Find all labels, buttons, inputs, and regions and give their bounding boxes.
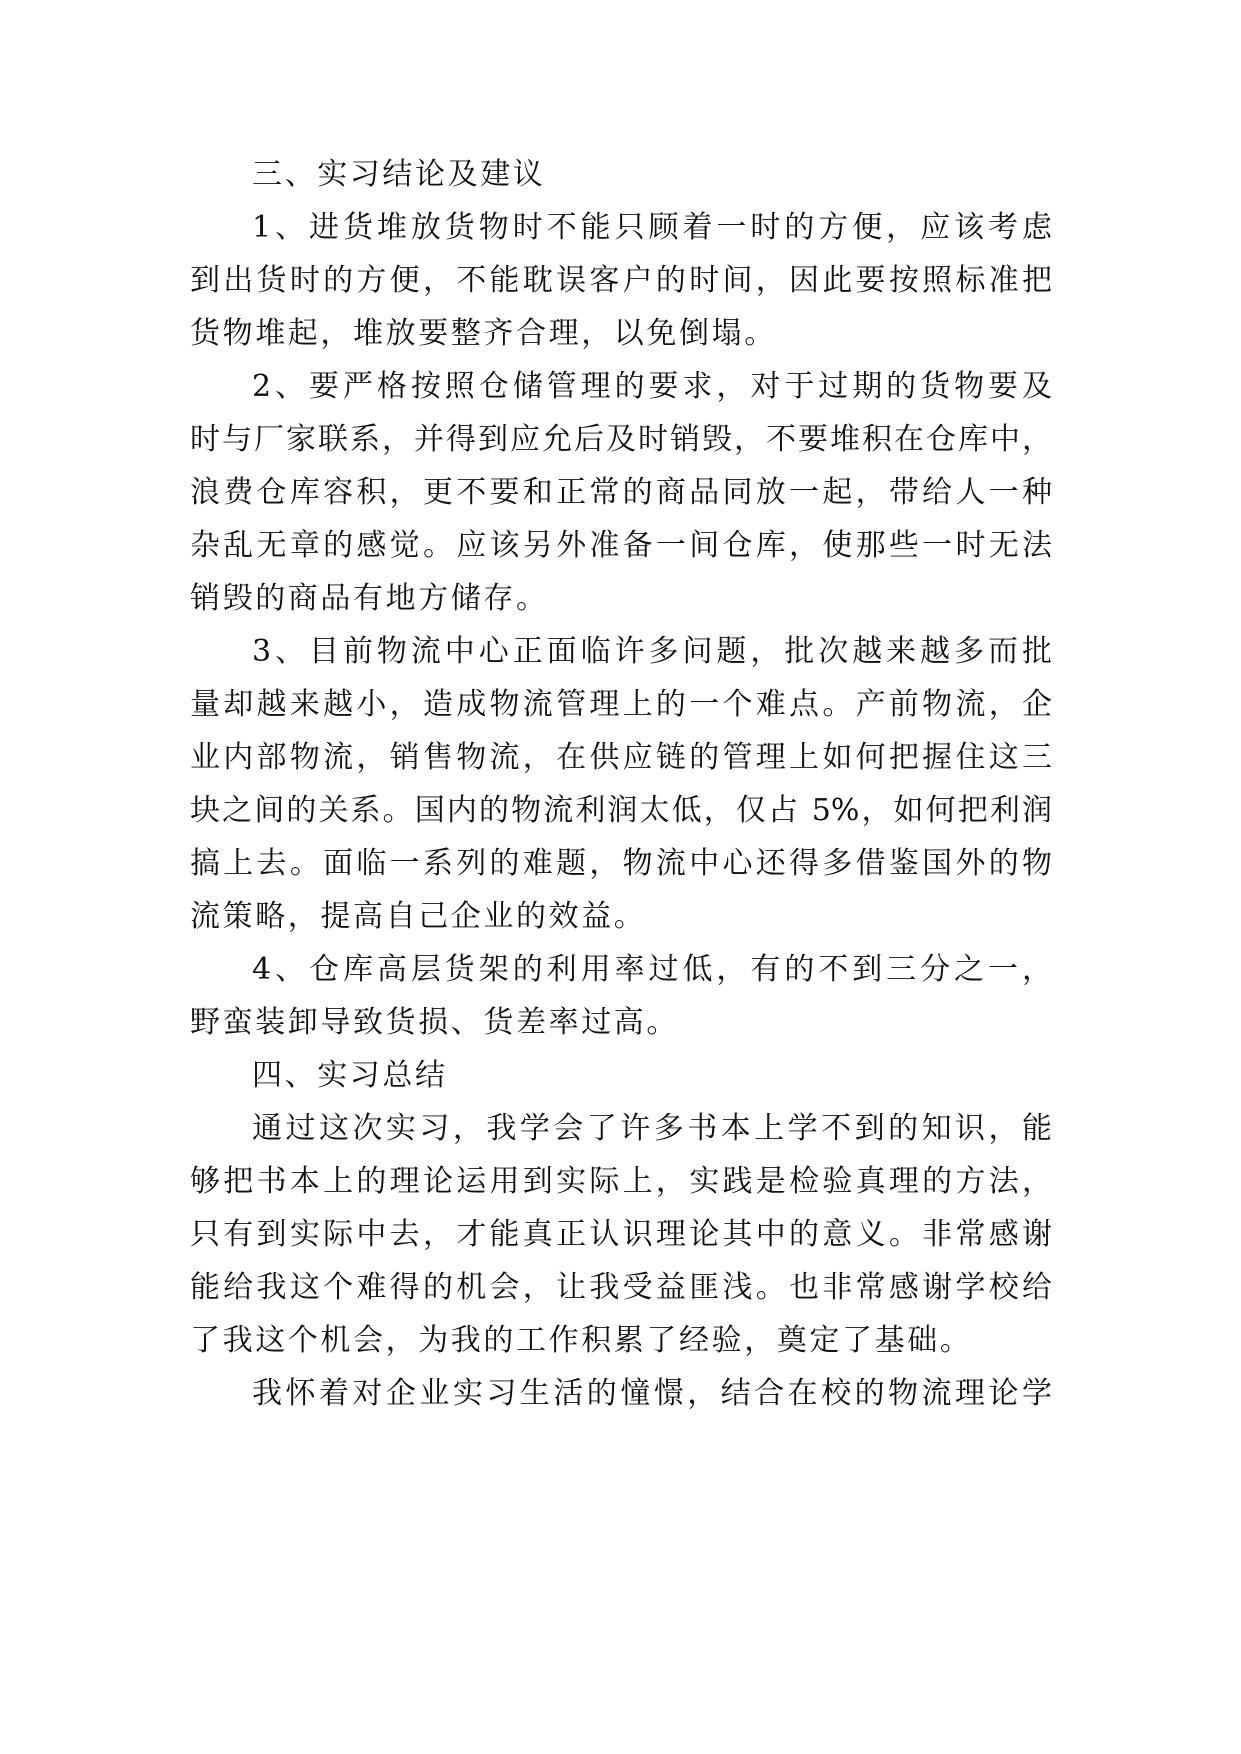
paragraph-line: 到出货时的方便，不能耽误客户的时间，因此要按照标准把 [190, 263, 1052, 298]
paragraph-line: 业内部物流，销售物流，在供应链的管理上如何把握住这三 [190, 740, 1052, 775]
paragraph-line: 量却越来越小，造成物流管理上的一个难点。产前物流，企 [190, 687, 1052, 722]
paragraph-line: 够把书本上的理论运用到实际上，实践是检验真理的方法， [190, 1164, 1052, 1199]
paragraph-line: 流策略，提高自己企业的效益。 [190, 899, 647, 934]
paragraph-line: 通过这次实习，我学会了许多书本上学不到的知识，能 [252, 1111, 1052, 1146]
paragraph-line: 4、仓库高层货架的利用率过低，有的不到三分之一， [252, 952, 1052, 987]
paragraph-line: 块之间的关系。国内的物流利润太低，仅占 5%，如何把利润 [190, 793, 1052, 828]
paragraph-line: 野蛮装卸导致货损、货差率过高。 [190, 1005, 679, 1040]
paragraph-line: 货物堆起，堆放要整齐合理，以免倒塌。 [190, 316, 777, 351]
paragraph-line: 搞上去。面临一系列的难题，物流中心还得多借鉴国外的物 [190, 846, 1052, 881]
paragraph-line: 了我这个机会，为我的工作积累了经验，奠定了基础。 [190, 1323, 973, 1358]
paragraph-line: 2、要严格按照仓储管理的要求，对于过期的货物要及 [252, 369, 1052, 404]
paragraph-line: 销毁的商品有地方储存。 [190, 581, 549, 616]
paragraph-line: 浪费仓库容积，更不要和正常的商品同放一起，带给人一种 [190, 475, 1052, 510]
paragraph-line: 我怀着对企业实习生活的憧憬，结合在校的物流理论学 [252, 1376, 1052, 1411]
section-heading-conclusions: 三、实习结论及建议 [252, 157, 546, 192]
paragraph-line: 3、目前物流中心正面临许多问题，批次越来越多而批 [252, 634, 1052, 669]
paragraph-line: 1、进货堆放货物时不能只顾着一时的方便，应该考虑 [252, 210, 1052, 245]
section-heading-summary: 四、实习总结 [252, 1058, 448, 1093]
paragraph-line: 杂乱无章的感觉。应该另外准备一间仓库，使那些一时无法 [190, 528, 1052, 563]
paragraph-line: 只有到实际中去，才能真正认识理论其中的意义。非常感谢 [190, 1217, 1052, 1252]
paragraph-line: 时与厂家联系，并得到应允后及时销毁，不要堆积在仓库中， [190, 422, 1052, 457]
paragraph-line: 能给我这个难得的机会，让我受益匪浅。也非常感谢学校给 [190, 1270, 1052, 1305]
